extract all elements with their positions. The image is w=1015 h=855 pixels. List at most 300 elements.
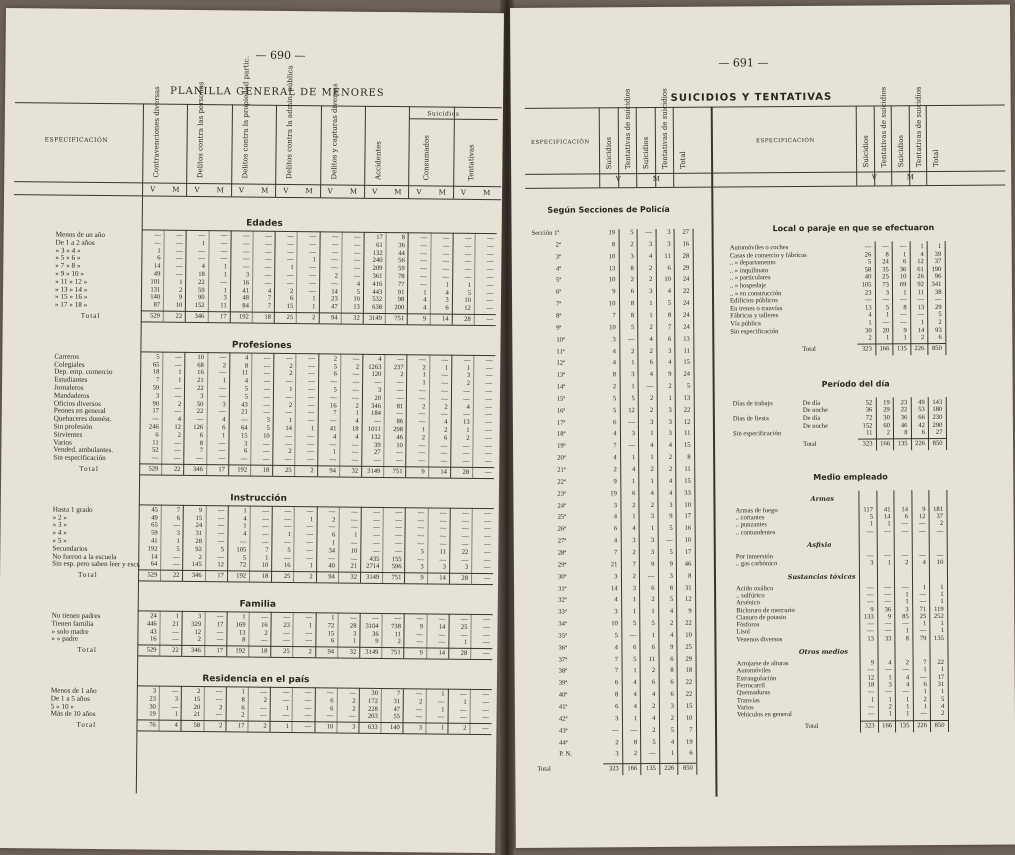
total-cell: 94 bbox=[330, 314, 338, 322]
table-cell: — bbox=[902, 620, 909, 628]
row-label: 28ª bbox=[557, 549, 567, 557]
sex-label: V bbox=[372, 187, 378, 196]
table-cell: 4 bbox=[922, 559, 926, 567]
table-cell: 1 bbox=[632, 596, 637, 604]
table-cell: — bbox=[218, 408, 226, 416]
table-cell: — bbox=[307, 417, 315, 425]
table-cell: — bbox=[306, 539, 314, 547]
table-cell: 203 bbox=[367, 713, 378, 721]
table-cell: 2 bbox=[905, 659, 910, 667]
table-cell: 39 bbox=[374, 441, 381, 449]
row-label: 39ª bbox=[558, 679, 568, 687]
total-cell: 346 bbox=[190, 647, 201, 655]
total-label: Total bbox=[80, 311, 101, 321]
table-cell: 5 bbox=[242, 554, 247, 562]
table-cell: 2 bbox=[355, 363, 360, 371]
table-cell: — bbox=[172, 628, 179, 636]
table-cell: — bbox=[152, 415, 159, 423]
table-cell: 21 bbox=[350, 563, 358, 571]
table-cell: 2714 bbox=[366, 563, 380, 571]
table-cell: — bbox=[864, 296, 872, 304]
table-cell: 228 bbox=[367, 705, 378, 713]
row-label: Estudiantes bbox=[54, 375, 88, 385]
table-cell: 59 bbox=[152, 384, 160, 392]
table-cell: — bbox=[866, 584, 874, 592]
row-label: 37ª bbox=[558, 656, 567, 664]
table-cell: — bbox=[220, 255, 228, 263]
table-cell: — bbox=[461, 525, 469, 533]
table-cell: 4 bbox=[612, 359, 617, 367]
table-cell: 10 bbox=[396, 441, 403, 449]
table-cell: — bbox=[484, 442, 492, 450]
table-cell: — bbox=[460, 631, 468, 639]
row-label: Quemaduras bbox=[736, 689, 771, 697]
total-cell: 346 bbox=[194, 312, 205, 321]
table-cell: 1 bbox=[312, 303, 316, 311]
table-cell: 1 bbox=[309, 562, 313, 570]
sex-label: M bbox=[172, 185, 180, 194]
table-cell: — bbox=[464, 258, 472, 266]
table-cell: 4 bbox=[905, 681, 910, 689]
table-cell: — bbox=[174, 447, 181, 455]
row-label: Vehículos en general bbox=[736, 711, 792, 719]
table-cell: 13 bbox=[917, 303, 925, 311]
row-label: 44ª bbox=[559, 739, 568, 747]
row-label: 8ª bbox=[556, 312, 562, 320]
table-cell: — bbox=[285, 393, 293, 401]
table-cell: 3104 bbox=[365, 622, 379, 630]
table-cell: 8 bbox=[241, 696, 245, 704]
table-cell: 1 bbox=[631, 477, 636, 486]
table-cell: 12 bbox=[174, 423, 182, 431]
table-cell: 240 bbox=[372, 257, 383, 265]
table-cell: — bbox=[884, 591, 892, 599]
total-cell: 529 bbox=[146, 646, 157, 654]
table-cell: 5 bbox=[633, 655, 637, 663]
table-cell: 329 bbox=[191, 620, 202, 628]
table-cell: — bbox=[373, 508, 380, 516]
table-cell: — bbox=[885, 666, 892, 674]
table-cell: 1 bbox=[905, 598, 909, 606]
column-rule bbox=[856, 106, 858, 186]
table-cell: — bbox=[260, 637, 268, 645]
total-cell: 18 bbox=[260, 647, 268, 655]
total-cell: 751 bbox=[390, 649, 401, 657]
row-label: Vended. ambulantes. bbox=[53, 445, 114, 455]
row-label: Sirvientes bbox=[53, 430, 83, 439]
row-label: Vía pública bbox=[730, 320, 761, 328]
table-cell: 3 bbox=[631, 430, 636, 438]
total-cell: 135 bbox=[897, 440, 908, 448]
table-cell: 2 bbox=[466, 434, 470, 442]
table-cell: 1263 bbox=[368, 363, 382, 371]
sex-label: M bbox=[394, 188, 402, 197]
table-cell: 2 bbox=[633, 750, 638, 758]
table-cell: 416 bbox=[372, 280, 383, 288]
table-cell: — bbox=[262, 455, 270, 463]
row-label: Sin esp. pero saben leer y escr. bbox=[52, 559, 141, 569]
right-page bbox=[510, 5, 1015, 848]
table-cell: — bbox=[307, 386, 315, 394]
table-cell: 1 bbox=[464, 639, 468, 647]
row-label: 6ª bbox=[555, 288, 562, 296]
table-cell: — bbox=[352, 394, 359, 402]
row-label: Menos de 1 año bbox=[50, 686, 97, 695]
table-cell: — bbox=[348, 713, 356, 721]
table-cell: 29 bbox=[682, 264, 690, 272]
total-cell: — bbox=[304, 723, 312, 731]
table-cell: 1 bbox=[265, 554, 269, 562]
table-cell: 120 bbox=[371, 371, 382, 379]
row-label: Varios bbox=[53, 438, 72, 447]
table-cell: 19 bbox=[608, 229, 616, 237]
table-cell: — bbox=[464, 234, 472, 242]
table-cell: 59 bbox=[398, 265, 405, 273]
table-cell: 10 bbox=[608, 276, 616, 284]
table-cell: — bbox=[484, 533, 491, 541]
table-cell: 246 bbox=[148, 423, 159, 431]
table-cell: 1 bbox=[285, 704, 290, 712]
table-cell: — bbox=[174, 408, 182, 416]
table-cell: 4 bbox=[332, 433, 337, 441]
row-label: 13ª bbox=[556, 371, 566, 379]
row-label: 2ª bbox=[555, 241, 561, 249]
table-cell: — bbox=[285, 432, 292, 440]
total-cell: 226 bbox=[915, 439, 926, 447]
table-cell: 4 bbox=[941, 702, 945, 710]
column-rule bbox=[946, 490, 949, 733]
total-cell: 166 bbox=[882, 722, 893, 730]
total-cell: 9 bbox=[420, 574, 424, 582]
table-cell: — bbox=[171, 703, 179, 711]
table-cell: 2 bbox=[197, 688, 201, 696]
table-cell: — bbox=[220, 279, 227, 287]
table-cell: — bbox=[485, 380, 493, 388]
table-cell: — bbox=[305, 629, 313, 637]
table-cell: 2 bbox=[670, 714, 674, 722]
table-cell: — bbox=[934, 296, 942, 304]
table-cell: 5 bbox=[614, 632, 618, 640]
table-cell: 30 bbox=[371, 689, 379, 697]
table-cell: — bbox=[263, 377, 271, 385]
table-cell: 37 bbox=[934, 258, 942, 266]
page-number: — 690 — bbox=[255, 48, 306, 63]
table-cell: 2 bbox=[263, 696, 267, 704]
table-cell: — bbox=[151, 454, 159, 462]
table-cell: — bbox=[174, 384, 182, 392]
table-cell: — bbox=[630, 726, 638, 734]
total-cell: 192 bbox=[236, 572, 247, 580]
table-cell: 29 bbox=[934, 303, 942, 311]
table-cell: — bbox=[216, 688, 223, 696]
total-label: Total bbox=[76, 720, 97, 730]
total-cell: 192 bbox=[235, 647, 246, 655]
table-cell: 5 bbox=[938, 311, 942, 319]
sex-label: M bbox=[483, 189, 491, 198]
table-cell: 10 bbox=[263, 432, 270, 440]
table-cell: 93 bbox=[935, 326, 942, 334]
table-cell: 26 bbox=[864, 251, 872, 259]
table-cell: 36 bbox=[900, 414, 908, 422]
table-cell: 30 bbox=[883, 414, 890, 422]
table-cell: 6 bbox=[651, 584, 655, 592]
table-cell: 143 bbox=[932, 398, 943, 406]
table-cell: 25 bbox=[685, 643, 692, 651]
table-cell: 4 bbox=[177, 416, 182, 424]
table-cell: 35 bbox=[882, 266, 889, 274]
total-cell: 135 bbox=[645, 765, 656, 773]
table-cell: 2 bbox=[888, 703, 892, 711]
row-label: 11ª bbox=[556, 348, 565, 356]
table-cell: 152 bbox=[194, 302, 205, 310]
table-cell: — bbox=[417, 516, 425, 525]
total-cell: 751 bbox=[391, 574, 402, 582]
table-cell: 6 bbox=[157, 254, 161, 263]
table-cell: — bbox=[464, 250, 472, 258]
table-cell: — bbox=[304, 696, 312, 705]
table-cell: — bbox=[437, 698, 445, 706]
total-cell: 226 bbox=[917, 722, 928, 730]
table-cell: — bbox=[220, 240, 228, 248]
table-cell: 8 bbox=[688, 572, 692, 580]
table-cell: 2 bbox=[920, 334, 925, 342]
table-cell: — bbox=[420, 234, 428, 242]
table-cell: 5 bbox=[467, 289, 472, 297]
row-label: Secundarios bbox=[52, 544, 88, 553]
table-cell: — bbox=[396, 449, 403, 457]
total-cell: — bbox=[483, 575, 491, 583]
table-cell: — bbox=[462, 442, 470, 450]
row-label: .. » particulares bbox=[729, 274, 771, 282]
table-cell: 252 bbox=[933, 612, 944, 620]
table-cell: — bbox=[463, 387, 471, 395]
table-cell: — bbox=[174, 454, 181, 463]
table-cell: — bbox=[175, 353, 182, 361]
table-cell: — bbox=[352, 386, 360, 394]
table-cell: 4 bbox=[905, 673, 910, 681]
table-cell: — bbox=[441, 379, 448, 387]
table-cell: 5 bbox=[356, 288, 361, 296]
table-cell: — bbox=[306, 507, 314, 516]
table-cell: 6 bbox=[670, 691, 674, 699]
table-cell: 46 bbox=[396, 433, 403, 441]
sex-label: V bbox=[460, 188, 466, 197]
table-cell: 3 bbox=[466, 372, 471, 380]
table-cell: 10 bbox=[464, 297, 471, 305]
table-cell: — bbox=[287, 232, 295, 241]
table-cell: 1 bbox=[441, 706, 445, 714]
table-cell: — bbox=[242, 240, 250, 248]
table-cell: — bbox=[331, 249, 339, 257]
table-cell: 15 bbox=[683, 359, 691, 367]
table-cell: 24 bbox=[195, 522, 203, 530]
row-label: De 1 a 5 años bbox=[50, 694, 90, 703]
row-label: Días de trabajo bbox=[732, 399, 773, 408]
total-cell: 32 bbox=[351, 467, 359, 475]
table-cell: 2 bbox=[668, 465, 673, 473]
table-cell: — bbox=[217, 522, 225, 530]
table-cell: — bbox=[417, 540, 425, 548]
row-label: 21ª bbox=[557, 466, 566, 474]
table-cell: — bbox=[395, 532, 402, 540]
table-cell: 6 bbox=[290, 295, 294, 303]
table-cell: — bbox=[416, 615, 424, 623]
table-cell: 33 bbox=[684, 489, 691, 497]
table-cell: 12 bbox=[217, 561, 224, 569]
table-cell: 1 bbox=[906, 703, 910, 711]
table-cell: 1 bbox=[922, 620, 927, 628]
table-cell: — bbox=[867, 598, 874, 606]
table-cell: — bbox=[439, 556, 447, 564]
table-cell: — bbox=[171, 687, 179, 695]
row-sublabel: De noche bbox=[802, 407, 828, 415]
row-label: 29ª bbox=[557, 561, 567, 569]
table-cell: — bbox=[351, 508, 358, 516]
table-cell: — bbox=[899, 296, 907, 304]
table-cell: — bbox=[485, 411, 492, 419]
column-rule bbox=[944, 241, 946, 355]
table-cell: 4 bbox=[423, 304, 427, 312]
table-cell: 5 bbox=[632, 620, 637, 628]
table-cell: 72 bbox=[327, 622, 335, 630]
total-cell: 3149 bbox=[368, 314, 382, 322]
row-label: 41ª bbox=[558, 703, 568, 711]
table-cell: — bbox=[439, 532, 447, 540]
total-cell: 17 bbox=[216, 647, 224, 655]
table-cell: 4 bbox=[668, 359, 672, 367]
table-cell: 3 bbox=[464, 564, 469, 572]
table-cell: 7 bbox=[632, 560, 636, 568]
row-label: Automóviles o coches bbox=[729, 244, 789, 252]
table-cell: — bbox=[396, 379, 404, 387]
row-label: .. » en construcción bbox=[729, 289, 782, 298]
table-cell: 3 bbox=[668, 418, 672, 426]
table-cell: 24 bbox=[683, 370, 691, 378]
table-cell: 5 bbox=[156, 353, 160, 361]
table-cell: 22 bbox=[900, 406, 908, 414]
row-label: Arsénico bbox=[736, 599, 760, 607]
total-cell: 28 bbox=[464, 315, 471, 323]
table-cell: 73 bbox=[882, 281, 889, 289]
table-cell: 1 bbox=[869, 520, 874, 528]
table-cell: — bbox=[242, 255, 250, 263]
row-label: » 5 » bbox=[52, 536, 67, 545]
table-cell: — bbox=[484, 450, 492, 458]
table-cell: 2 bbox=[421, 434, 426, 442]
table-cell: 9 bbox=[870, 659, 875, 667]
table-cell: — bbox=[264, 256, 272, 264]
column-header: Tentativas de suicidios bbox=[623, 88, 632, 170]
section-title: Familia bbox=[239, 599, 277, 610]
row-sublabel: De día bbox=[802, 399, 821, 407]
table-cell: 2 bbox=[334, 272, 339, 280]
total-cell: 1 bbox=[285, 723, 289, 731]
table-cell: 5 bbox=[333, 363, 338, 371]
table-cell: 3 bbox=[615, 715, 619, 723]
table-cell: 12 bbox=[867, 674, 875, 682]
total-cell: 140 bbox=[389, 724, 400, 732]
table-cell: — bbox=[308, 287, 316, 295]
total-cell: 2 bbox=[309, 573, 313, 581]
table-cell: 1 bbox=[920, 319, 925, 327]
table-cell: 9 bbox=[613, 478, 617, 486]
table-cell: — bbox=[483, 623, 490, 631]
table-cell: 30 bbox=[865, 327, 872, 335]
table-cell: 24 bbox=[683, 323, 690, 331]
total-cell: 17 bbox=[219, 313, 227, 321]
table-cell: — bbox=[919, 598, 927, 606]
table-cell: 4 bbox=[888, 659, 892, 667]
table-cell: 6 bbox=[689, 750, 693, 758]
sex-label: V bbox=[871, 173, 877, 182]
table-cell: — bbox=[328, 555, 336, 563]
table-cell: — bbox=[260, 688, 268, 696]
table-cell: 4 bbox=[650, 489, 654, 497]
table-cell: 10 bbox=[609, 324, 616, 332]
table-cell: 11 bbox=[684, 465, 691, 473]
table-cell: — bbox=[263, 409, 271, 417]
table-cell: 9 bbox=[688, 607, 692, 615]
table-cell: 6 bbox=[938, 334, 942, 342]
total-cell: 346 bbox=[191, 572, 202, 580]
row-label: » 13 » 14 » bbox=[55, 285, 88, 294]
table-cell: 3 bbox=[223, 294, 227, 302]
table-cell: 1 bbox=[903, 288, 907, 296]
table-cell: 1 bbox=[940, 590, 944, 598]
table-cell: 2 bbox=[179, 286, 183, 294]
table-cell: 10 bbox=[685, 714, 693, 722]
table-cell: 2 bbox=[289, 362, 293, 370]
table-cell: — bbox=[482, 698, 489, 706]
table-cell: 3 bbox=[266, 416, 270, 424]
table-cell: 132 bbox=[372, 249, 383, 257]
total-cell: 28 bbox=[462, 468, 470, 476]
table-cell: 10 bbox=[685, 631, 692, 639]
row-label: En trenes o tranvías bbox=[730, 304, 783, 313]
table-cell: — bbox=[287, 240, 294, 248]
table-cell: 6 bbox=[176, 514, 181, 522]
total-cell: 2 bbox=[310, 467, 314, 475]
table-cell: 9 bbox=[870, 605, 874, 613]
table-cell: 1 bbox=[222, 377, 226, 385]
table-cell: — bbox=[218, 447, 226, 455]
table-cell: 6 bbox=[670, 679, 674, 687]
table-cell: 49 bbox=[918, 398, 925, 406]
table-cell: 8 bbox=[630, 300, 635, 308]
table-cell: 22 bbox=[685, 679, 693, 687]
table-cell: 11 bbox=[917, 288, 925, 296]
table-cell: 1 bbox=[223, 286, 227, 294]
table-cell: 6 bbox=[613, 418, 617, 426]
total-cell: 529 bbox=[150, 312, 161, 320]
total-cell: 17 bbox=[218, 466, 225, 474]
table-cell: — bbox=[483, 616, 490, 624]
table-cell: 1 bbox=[888, 710, 892, 718]
table-cell: 1 bbox=[649, 311, 653, 319]
table-cell: 2 bbox=[938, 318, 942, 327]
table-cell: 2 bbox=[419, 698, 423, 706]
total-cell: 166 bbox=[879, 345, 890, 353]
row-label: 31ª bbox=[558, 585, 567, 593]
table-cell: 1 bbox=[467, 281, 472, 289]
table-cell: 15 bbox=[286, 303, 294, 311]
sex-label: M bbox=[906, 173, 914, 182]
row-label: Mandaderos bbox=[53, 391, 90, 400]
table-cell: — bbox=[328, 523, 336, 531]
table-cell: 12 bbox=[918, 513, 926, 521]
table-cell: 1 bbox=[290, 264, 294, 272]
row-label: Sin especificación bbox=[732, 430, 782, 438]
